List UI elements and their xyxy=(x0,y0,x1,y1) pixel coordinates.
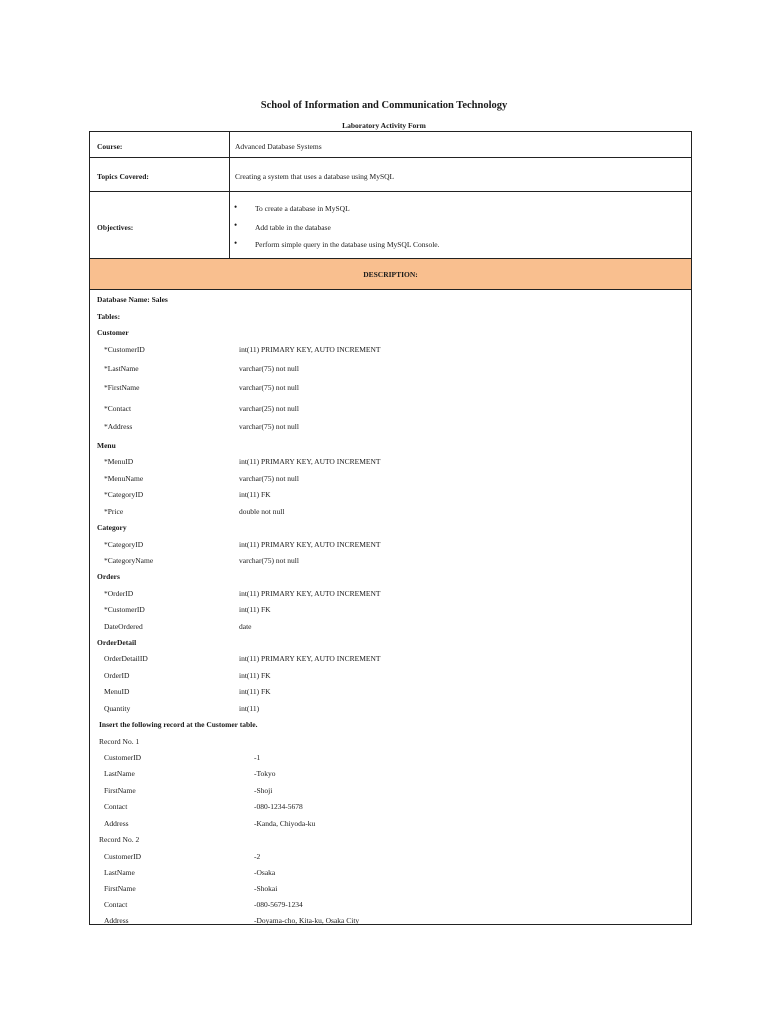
field-type: varchar(75) not null xyxy=(239,422,299,431)
record-field-name: FirstName xyxy=(104,786,136,795)
field-name: MenuID xyxy=(104,687,130,696)
topics-row xyxy=(90,158,691,192)
field-name: *MenuID xyxy=(104,457,134,466)
record-field-value: -Shoji xyxy=(254,786,273,795)
record-field-name: LastName xyxy=(104,868,135,877)
field-type: varchar(75) not null xyxy=(239,556,299,565)
objectives-label: Objectives: xyxy=(97,223,134,232)
field-name: *CategoryID xyxy=(104,540,144,549)
objective-item: To create a database in MySQL xyxy=(255,204,350,213)
field-type: int(11) PRIMARY KEY, AUTO INCREMENT xyxy=(239,589,381,598)
bullet-icon: • xyxy=(234,238,238,248)
field-type: int(11) xyxy=(239,704,260,713)
field-name: *CategoryName xyxy=(104,556,154,565)
record-field-value: -Osaka xyxy=(254,868,276,877)
record-field-value: -Kanda, Chiyoda-ku xyxy=(254,819,316,828)
record-title: Record No. 1 xyxy=(99,737,140,746)
tables-label: Tables: xyxy=(97,312,121,321)
topics-label: Topics Covered: xyxy=(97,172,149,181)
course-row xyxy=(90,132,691,158)
record-field-name: CustomerID xyxy=(104,852,142,861)
objective-item: Add table in the database xyxy=(255,223,331,232)
table-name: Menu xyxy=(97,441,116,450)
record-title: Record No. 2 xyxy=(99,835,140,844)
record-field-value: -Shokai xyxy=(254,884,278,893)
field-type: int(11) PRIMARY KEY, AUTO INCREMENT xyxy=(239,457,381,466)
form-subtitle: Laboratory Activity Form xyxy=(342,121,426,130)
activity-form xyxy=(89,131,692,925)
record-field-name: CustomerID xyxy=(104,753,142,762)
field-name: *FirstName xyxy=(104,383,140,392)
field-name: *CustomerID xyxy=(104,345,145,354)
record-field-value: -1 xyxy=(254,753,261,762)
description-header: DESCRIPTION: xyxy=(90,259,691,290)
course-label: Course: xyxy=(97,142,123,151)
field-name: *Price xyxy=(104,507,124,516)
record-field-name: FirstName xyxy=(104,884,136,893)
field-name: *MenuName xyxy=(104,474,144,483)
record-field-value: -080-5679-1234 xyxy=(254,900,303,909)
record-field-value: -Tokyo xyxy=(254,769,276,778)
table-name: Orders xyxy=(97,572,120,581)
bullet-icon: • xyxy=(234,202,238,212)
insert-instruction: Insert the following record at the Customer table. xyxy=(99,720,258,729)
record-field-name: LastName xyxy=(104,769,135,778)
field-type: varchar(25) not null xyxy=(239,404,299,413)
page-title: School of Information and Communication Technology xyxy=(260,100,508,111)
field-type: int(11) FK xyxy=(239,687,271,696)
field-type: int(11) PRIMARY KEY, AUTO INCREMENT xyxy=(239,654,381,663)
database-name: Database Name: Sales xyxy=(97,295,168,304)
objectives-row xyxy=(90,192,691,259)
field-type: int(11) FK xyxy=(239,605,271,614)
field-type: int(11) FK xyxy=(239,490,271,499)
record-field-name: Contact xyxy=(104,900,128,909)
field-type: int(11) PRIMARY KEY, AUTO INCREMENT xyxy=(239,345,381,354)
table-name: Category xyxy=(97,523,127,532)
field-name: *Contact xyxy=(104,404,132,413)
field-name: *Address xyxy=(104,422,133,431)
column-divider xyxy=(229,132,230,259)
record-field-name: Contact xyxy=(104,802,128,811)
field-type: double not null xyxy=(239,507,285,516)
field-name: *CustomerID xyxy=(104,605,145,614)
field-type: varchar(75) not null xyxy=(239,474,299,483)
record-field-name: Address xyxy=(104,819,129,828)
record-field-value: -080-1234-5678 xyxy=(254,802,303,811)
field-type: date xyxy=(239,622,252,631)
field-name: *LastName xyxy=(104,364,139,373)
objective-item: Perform simple query in the database using MySQL Console. xyxy=(255,240,440,249)
field-type: int(11) PRIMARY KEY, AUTO INCREMENT xyxy=(239,540,381,549)
table-name: Customer xyxy=(97,328,129,337)
bullet-icon: • xyxy=(234,220,238,230)
record-field-value: -2 xyxy=(254,852,261,861)
field-name: *CategoryID xyxy=(104,490,144,499)
field-type: varchar(75) not null xyxy=(239,364,299,373)
field-name: OrderDetailID xyxy=(104,654,148,663)
field-name: DateOrdered xyxy=(104,622,143,631)
course-value: Advanced Database Systems xyxy=(235,142,322,151)
topics-value: Creating a system that uses a database using MySQL xyxy=(235,172,395,181)
record-field-name: Address xyxy=(104,916,129,925)
field-name: Quantity xyxy=(104,704,131,713)
field-type: int(11) FK xyxy=(239,671,271,680)
table-name: OrderDetail xyxy=(97,638,137,647)
field-name: OrderID xyxy=(104,671,130,680)
field-name: *OrderID xyxy=(104,589,134,598)
record-field-value: -Doyama-cho, Kita-ku, Osaka City xyxy=(254,916,360,925)
field-type: varchar(75) not null xyxy=(239,383,299,392)
